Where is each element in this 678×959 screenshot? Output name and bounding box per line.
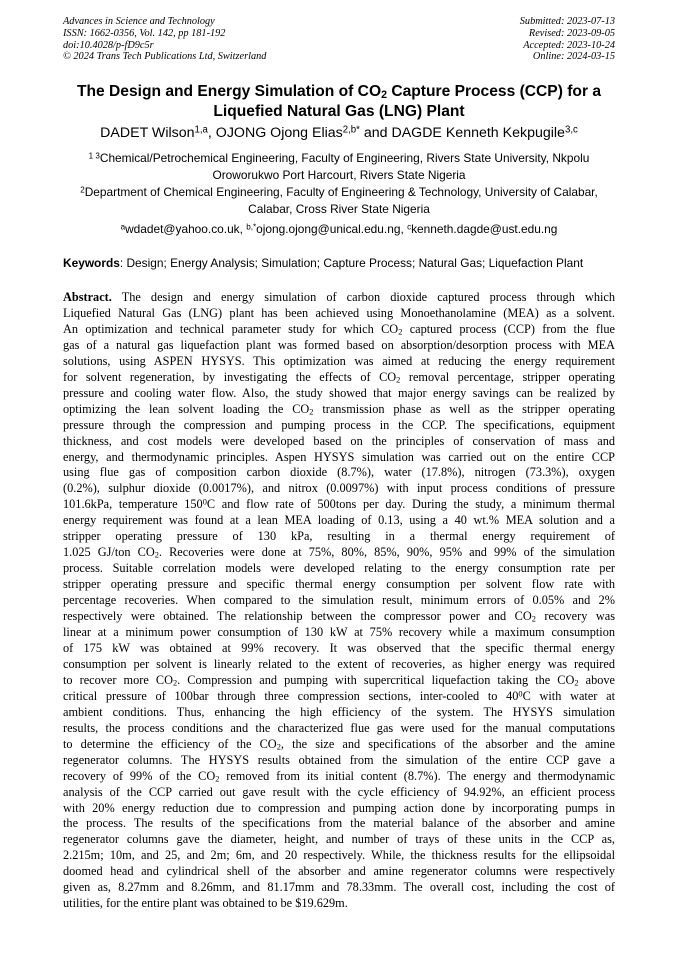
abstract-text: transmission phase as well as the stripper operating <box>313 401 615 416</box>
abstract <box>63 290 615 912</box>
abstract-text: , the size and specifications of the absorber and the amine <box>280 736 615 751</box>
email-address: kenneth.dagde@ust.edu.ng <box>411 222 558 236</box>
abstract-line <box>63 769 615 785</box>
subscript: 2 <box>276 742 281 752</box>
abstract-text: to recover more CO <box>63 672 173 687</box>
abstract-line: stripper operating pressure and specific thermal energy consumption per solvent flow rate with <box>63 577 615 592</box>
abstract-text: removal percentage, stripper operating <box>400 369 615 384</box>
submitted-date: Submitted: 2023-07-13 <box>519 16 615 27</box>
issn-line: ISSN: 1662-0356, Vol. 142, pp 181-192 <box>63 27 226 39</box>
publication-dates <box>520 16 615 63</box>
subscript: 2 <box>396 375 401 385</box>
abstract-text: . Compression and pumping with supercritical liquefaction taking the CO <box>177 672 575 687</box>
affiliation-text: Department of Chemical Engineering, Faculty of Engineering & Technology, University of Calabar, <box>84 185 598 199</box>
title-subscript: 2 <box>381 89 387 102</box>
online-date: Online: 2024-03-15 <box>532 51 615 63</box>
abstract-label: Abstract. <box>63 290 112 304</box>
abstract-text: captured process (CCP) from the flue <box>402 321 615 336</box>
abstract-line: the process. The results of the specifications from the material balance of the absorber and amine <box>63 816 615 831</box>
abstract-text: optimizing the lean solvent loading the CO <box>63 401 310 416</box>
author-superscript: 3,c <box>564 124 578 136</box>
title-line-1 <box>63 82 615 102</box>
abstract-line <box>63 737 615 753</box>
subscript: 2 <box>172 678 178 688</box>
abstract-line: energy, and thermodynamic principles. Aspen HYSYS simulation was carried out on the entire CCP <box>63 449 615 464</box>
subscript: 2 <box>531 614 536 624</box>
email-superscript: c <box>407 222 412 232</box>
abstract-line <box>63 545 615 561</box>
subscript: 2 <box>154 550 159 560</box>
abstract-line: ambient conditions. Thus, enhancing the high efficiency of the system. The HYSYS simulation <box>63 704 615 719</box>
affiliation-line <box>63 150 615 167</box>
abstract-line: analysis of the CCP carried out gave result with the cycle efficiency of 94.92%, an efficient process <box>63 784 615 799</box>
abstract-line <box>63 370 615 386</box>
abstract-text: 1.025 GJ/ton CO <box>63 545 155 560</box>
abstract-line: linear at a minimum power consumption of 130 kW at 75% recovery while a maximum consumption <box>63 625 615 640</box>
author-list <box>63 124 615 142</box>
author-emails <box>63 221 615 237</box>
abstract-line <box>63 322 615 338</box>
affiliation-superscript: 2 <box>80 185 85 195</box>
journal-info <box>63 16 266 63</box>
title-text: The Design and Energy Simulation of CO <box>76 83 382 100</box>
abstract-line: results, the process conditions and the characterized flue gas were used for the manual computations <box>63 720 615 735</box>
abstract-line: 2.215m; 10m, and 25, and 2m; 6m, and 20 respectively. While, the thickness results for the ellipsoidal <box>63 848 615 863</box>
abstract-text: The design and energy simulation of carbon dioxide captured process through which <box>111 290 615 304</box>
keywords-label: Keywords <box>63 256 120 270</box>
abstract-line <box>63 497 615 513</box>
abstract-line: utilities, for the entire plant was obtained to be $19.629m. <box>63 896 348 911</box>
abstract-text: recovery of 99% of the CO <box>63 768 216 783</box>
affiliation-text: Chemical/Petrochemical Engineering, Faculty of Engineering, Rivers State University, Nkpolu <box>99 151 590 165</box>
abstract-line: regenerator columns. The HYSYS results obtained from the simulation of the entire CCP gave a <box>63 752 615 767</box>
abstract-text: respectively were obtained. The relationship between the compressor power and CO <box>63 609 532 624</box>
abstract-line: (0.2%), sulphur dioxide (0.0017%), and nitrox (0.0097%) with input process conditions of pressure <box>63 481 615 496</box>
subscript: 2 <box>574 678 579 688</box>
abstract-line: with 20% energy reduction due to compression and pumping action done by incorporating pumps in <box>63 800 615 815</box>
abstract-line: gas of a natural gas liquefaction plant was formed based on absorption/desorption process with MEA <box>63 337 615 352</box>
doi-line: doi:10.4028/p-fD9c5r <box>63 39 154 51</box>
abstract-line: stripper operating pressure of 130 kPa, resulting in a thermal energy requirement of <box>63 529 615 544</box>
superscript: 0 <box>202 497 207 507</box>
abstract-text: . Recoveries were done at 75%, 80%, 85%, 90%, 95% and 99% of the simulation <box>158 545 616 560</box>
email-superscript: a <box>120 222 126 232</box>
email-address: ojong.ojong@unical.edu.ng, <box>256 222 408 236</box>
affiliation-text: Calabar, Cross River State Nigeria <box>248 201 430 216</box>
abstract-line <box>63 609 615 625</box>
paper-title <box>63 82 615 122</box>
affiliation-superscript: 1 3 <box>88 151 100 161</box>
copyright-line: © 2024 Trans Tech Publications Ltd, Switzerland <box>63 51 267 63</box>
subscript: 2 <box>398 327 403 337</box>
abstract-text: C and flow rate of 500tons per day. During the study, a minimum thermal <box>206 497 615 512</box>
abstract-line: regenerator columns gave the diameter, height, and number of trays of these units in the CCP as, <box>63 832 615 847</box>
abstract-line: percentage recoveries. When compared to the simulation result, minimum errors of 0.05% and 2% <box>63 593 615 608</box>
abstract-line: given as, 8.27mm and 8.26mm, and 81.17mm and 78.33mm. The overall cost, including the cost of <box>63 880 615 895</box>
abstract-line: consumption per solvent is linearly related to the extent of recoveries, as higher energy was required <box>63 656 615 671</box>
author-superscript: 1,a <box>194 124 208 136</box>
title-text: Capture Process (CCP) for a <box>386 83 602 100</box>
abstract-line: doomed head and cylindrical shell of the absorber and amine regenerator columns were respectively <box>63 864 615 879</box>
abstract-text: recovery was <box>535 609 615 624</box>
abstract-line <box>63 689 615 705</box>
abstract-text: critical pressure of 100bar through three compression sections, inter-cooled to 40 <box>63 688 519 703</box>
affiliation-text: Oroworukwo Port Harcourt, Rivers State Nigeria <box>212 167 466 182</box>
keywords <box>63 255 615 271</box>
abstract-text: for solvent regeneration, by investigating the effects of CO <box>63 369 397 384</box>
author-name: and DAGDE Kenneth Kekpugile <box>359 125 565 141</box>
author-name: , OJONG Ojong Elias <box>207 125 343 141</box>
abstract-line: Liquefied Natural Gas (LNG) plant has been achieved using Monoethanolamine (MEA) as a solvent. <box>63 305 615 320</box>
abstract-line: pressure and cooling water flow. Also, the study showed that major energy savings can be realized by <box>63 385 615 400</box>
abstract-text: 101.6kPa, temperature 150 <box>63 497 203 512</box>
revised-date: Revised: 2023-09-05 <box>528 27 615 39</box>
email-address: wdadet@yahoo.co.uk, <box>125 222 247 236</box>
abstract-line: energy requirement was found at a lean MEA loading of 0.13, using a 40 wt.% MEA solution and a <box>63 513 615 528</box>
abstract-line <box>63 673 615 689</box>
abstract-text: to determine the efficiency of the CO <box>63 736 277 751</box>
email-superscript: b,* <box>246 222 257 232</box>
superscript: 0 <box>518 689 523 699</box>
abstract-text: above <box>578 672 616 687</box>
author-name: DADET Wilson <box>100 125 195 141</box>
abstract-line: of 175 kW was obtained at 99% recovery. It was observed that the specific thermal energy <box>63 640 615 655</box>
abstract-line <box>63 402 615 418</box>
subscript: 2 <box>215 774 220 784</box>
affiliation-line <box>63 184 615 201</box>
journal-name: Advances in Science and Technology <box>63 16 215 27</box>
abstract-line: using flue gas of composition carbon dioxide (8.7%), water (17.8%), nitrogen (73.3%), oxygen <box>63 465 615 480</box>
affiliation-1 <box>63 150 615 183</box>
abstract-line: pressure through the compression and pumping process in the CCP. The specifications, equipment <box>63 417 615 432</box>
keywords-text: : Design; Energy Analysis; Simulation; Capture Process; Natural Gas; Liquefaction Plant <box>119 256 584 270</box>
abstract-text: An optimization and technical parameter study for which CO <box>63 321 399 336</box>
abstract-text: C with water at <box>522 688 615 703</box>
author-superscript: 2,b* <box>342 124 360 136</box>
abstract-line <box>63 290 615 306</box>
abstract-line: thickness, and cost models were developed based on the principles of conservation of mass and <box>63 433 615 448</box>
title-line-2: Liquefied Natural Gas (LNG) Plant <box>213 103 465 120</box>
accepted-date: Accepted: 2023-10-24 <box>523 39 615 51</box>
subscript: 2 <box>309 407 314 417</box>
abstract-line: process. Suitable correlation models were developed relating to the energy consumption rate per <box>63 561 615 576</box>
abstract-text: removed from its initial content (8.7%). The energy and thermodynamic <box>219 768 616 783</box>
abstract-line: solutions, using ASPEN HYSYS. This optimization was aimed at reducing the energy requirement <box>63 353 615 368</box>
affiliation-2 <box>63 184 615 217</box>
